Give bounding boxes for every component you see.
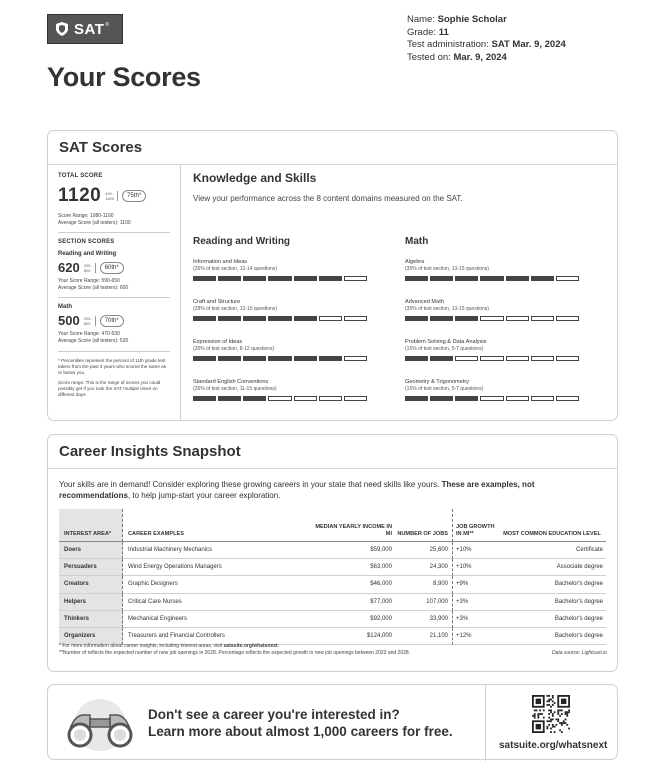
income-cell: $92,000 — [311, 611, 396, 628]
scale-top: 200- — [83, 262, 92, 268]
total-score-label: TOTAL SCORE — [58, 173, 103, 179]
education-cell: Certificate — [501, 542, 606, 559]
interest-area-cell: Thinkers — [59, 611, 123, 628]
interest-area-cell: Organizers — [59, 628, 123, 645]
header-interest-area: INTEREST AREA* — [59, 509, 123, 542]
banner-url-link[interactable]: satsuite.org/whatsnext — [499, 740, 608, 751]
total-average: Average Score (all testers): 1100 — [58, 219, 131, 226]
student-info — [407, 14, 566, 64]
performance-bar — [193, 356, 367, 361]
performance-segment — [430, 396, 453, 401]
performance-segment — [531, 396, 554, 401]
performance-segment — [268, 396, 291, 401]
domain-name: Craft and Structure — [193, 299, 241, 305]
total-score-row — [58, 185, 180, 207]
student-name-row — [407, 14, 566, 27]
grade-label: Grade: — [407, 26, 437, 38]
career-example-cell: Graphic Designers — [123, 576, 311, 593]
career-example-cell: Treasurers and Financial Controllers — [123, 628, 311, 645]
tested-label: Tested on: — [407, 51, 451, 63]
performance-bar — [405, 276, 579, 281]
performance-segment — [243, 356, 266, 361]
table-row — [59, 542, 606, 559]
domain-weight: (20% of test section, 8-12 questions) — [193, 346, 275, 352]
footnote-1-text: * For more information about career insights, including interest areas, visit — [59, 643, 224, 649]
performance-segment — [294, 396, 317, 401]
footnote-2: **Number of reflects the expected number of new job openings in 2028. Percentage reflects the expected growth in new job openings between 2023 and 2028. — [59, 650, 411, 656]
performance-segment — [319, 396, 342, 401]
rw-domain-list — [193, 259, 367, 407]
performance-bar — [193, 276, 367, 281]
data-source: Data source: Lightcast.io — [551, 650, 607, 656]
math-domains-title: Math — [405, 236, 429, 247]
domain-name: Problem Solving & Data Analysis — [405, 339, 487, 345]
domain-name: Standard English Conventions — [193, 379, 269, 385]
footnote-1-end: . — [277, 643, 280, 649]
sat-logo — [47, 14, 123, 44]
domain-item — [405, 299, 579, 327]
income-cell: $59,000 — [311, 542, 396, 559]
header-jobs: NUMBER OF JOBS — [396, 509, 453, 542]
career-example-cell: Critical Care Nurses — [123, 594, 311, 611]
knowledge-skills-title: Knowledge and Skills — [193, 171, 317, 185]
admin-label: Test administration: — [407, 39, 489, 51]
section-scale-math — [84, 316, 96, 326]
performance-segment — [556, 316, 579, 321]
header-growth: JOB GROWTH IN MI** — [453, 509, 501, 542]
performance-segment — [531, 316, 554, 321]
career-example-cell: Wind Energy Operations Managers — [123, 559, 311, 576]
domain-item — [193, 259, 367, 287]
sat-scores-card — [47, 130, 618, 421]
performance-segment — [218, 276, 241, 281]
domain-weight: (28% of test section, 13-15 questions) — [193, 306, 277, 312]
performance-segment — [294, 356, 317, 361]
banner-line-1: Don't see a career you're interested in? — [148, 707, 400, 722]
performance-segment — [268, 356, 291, 361]
education-cell: Associate degree — [501, 559, 606, 576]
intro-tail: , to help jump-start your career exploration. — [127, 491, 281, 500]
tested-on: Mar. 9, 2024 — [453, 51, 507, 63]
student-grade-row — [407, 27, 566, 40]
section-score-rw: 620 — [58, 260, 80, 276]
section-range-math: Your Score Range: 470-530 — [58, 331, 120, 338]
intro-text: Your skills are in demand! Consider exploring these growing careers in your state that need skills like yours. — [59, 480, 442, 489]
career-insights-heading: Career Insights Snapshot — [48, 435, 617, 469]
growth-cell: +9% — [453, 576, 501, 593]
qr-code-icon[interactable] — [532, 695, 570, 733]
domain-weight: (35% of test section, 13-15 questions) — [405, 306, 489, 312]
intro-bold: These are examples, not recommendations — [59, 480, 535, 500]
performance-segment — [193, 276, 216, 281]
header-income: MEDIAN YEARLY INCOME IN MI — [311, 509, 396, 542]
section-average-rw: Average Score (all testers): 600 — [58, 284, 129, 291]
growth-cell: +3% — [453, 594, 501, 611]
income-cell: $63,000 — [311, 559, 396, 576]
footnote-link[interactable]: satsuite.org/whatsnext — [223, 643, 278, 649]
student-grade: 11 — [438, 26, 449, 38]
performance-segment — [319, 276, 342, 281]
performance-segment — [294, 316, 317, 321]
domain-weight: (35% of test section, 13-15 questions) — [405, 266, 489, 272]
logo-trademark: ® — [105, 22, 110, 28]
rw-domains-title: Reading and Writing — [193, 236, 291, 247]
table-row — [59, 559, 606, 576]
performance-segment — [455, 276, 478, 281]
career-intro — [59, 479, 599, 501]
math-domain-list — [405, 259, 579, 407]
domain-weight: (26% of test section, 11-15 questions) — [193, 386, 277, 392]
performance-segment — [480, 356, 503, 361]
scale-top: 400- — [105, 191, 114, 196]
table-row — [59, 611, 606, 628]
page-title: Your Scores — [47, 62, 201, 92]
domain-name: Algebra — [405, 259, 425, 265]
section-score-row-math — [58, 313, 180, 328]
section-name-rw: Reading and Writing — [58, 251, 117, 258]
performance-segment — [430, 276, 453, 281]
scale-top: 200- — [83, 315, 92, 321]
section-scores-label: SECTION SCORES — [58, 239, 115, 246]
percentile-note: * Percentiles represent the percent of 11th grade test takers from the past 3 years who scored the same as or below you. — [58, 357, 167, 375]
domain-item — [405, 339, 579, 367]
banner-divider — [485, 685, 486, 761]
header-education: MOST COMMON EDUCATION LEVEL — [501, 509, 606, 542]
performance-segment — [430, 316, 453, 321]
divider — [58, 297, 170, 298]
income-cell: $77,000 — [311, 594, 396, 611]
domain-item — [405, 259, 579, 287]
section-score-row-rw — [58, 260, 180, 275]
growth-cell: +3% — [453, 611, 501, 628]
jobs-cell: 8,900 — [396, 576, 453, 593]
performance-segment — [405, 396, 428, 401]
jobs-cell: 21,100 — [396, 628, 453, 645]
careers-banner — [47, 684, 618, 760]
interest-area-cell: Doers — [59, 542, 123, 559]
career-rows — [59, 542, 606, 645]
knowledge-skills-subtitle: View your performance across the 8 content domains measured on the SAT. — [193, 194, 463, 203]
domain-item — [193, 379, 367, 407]
performance-segment — [455, 356, 478, 361]
income-cell: $46,000 — [311, 576, 396, 593]
education-cell: Bachelor's degree — [501, 594, 606, 611]
performance-segment — [294, 276, 317, 281]
career-table — [59, 509, 606, 645]
performance-segment — [243, 396, 266, 401]
banner-message — [148, 706, 453, 740]
performance-segment — [480, 396, 503, 401]
performance-segment — [344, 316, 367, 321]
name-label: Name: — [407, 14, 435, 25]
career-table-header — [59, 509, 606, 542]
performance-segment — [268, 316, 291, 321]
section-range-rw: Your Score Range: 590-650 — [58, 278, 120, 285]
performance-bar — [405, 316, 579, 321]
score-summary — [48, 165, 181, 420]
domain-name: Expression of Ideas — [193, 339, 243, 345]
section-percentile-math: 70th* — [100, 315, 124, 327]
performance-segment — [430, 356, 453, 361]
performance-segment — [243, 316, 266, 321]
performance-segment — [218, 316, 241, 321]
education-cell: Bachelor's degree — [501, 628, 606, 645]
scale-bottom: 800 — [83, 267, 91, 273]
education-cell: Bachelor's degree — [501, 611, 606, 628]
performance-segment — [480, 276, 503, 281]
domain-weight: (15% of test section, 5-7 questions) — [405, 386, 484, 392]
score-range-note: Score range: This is the range of scores you could possibly get if you took the SAT multiple times on different days. — [58, 379, 161, 397]
performance-segment — [243, 276, 266, 281]
total-score: 1120 — [58, 185, 102, 206]
domain-weight: (26% of test section, 12-14 questions) — [193, 266, 277, 272]
career-example-cell: Mechanical Engineers — [123, 611, 311, 628]
performance-segment — [218, 396, 241, 401]
divider — [58, 351, 170, 352]
performance-segment — [480, 316, 503, 321]
career-example-cell: Industrial Machinery Mechanics — [123, 542, 311, 559]
knowledge-skills — [193, 171, 613, 392]
performance-segment — [506, 276, 529, 281]
test-admin: SAT Mar. 9, 2024 — [491, 39, 566, 51]
section-scale-rw — [84, 263, 96, 273]
performance-segment — [455, 396, 478, 401]
income-cell: $124,000 — [311, 628, 396, 645]
total-score-range: Score Range: 1080-1160 — [58, 213, 114, 219]
growth-cell: +10% — [453, 542, 501, 559]
rw-domains — [193, 236, 367, 419]
total-score-scale — [105, 191, 118, 201]
header-career-examples: CAREER EXAMPLES — [123, 509, 311, 542]
performance-segment — [405, 276, 428, 281]
domain-name: Geometry & Trigonometry — [405, 379, 470, 385]
logo-text: SAT — [74, 20, 105, 38]
scale-bottom: 800 — [83, 320, 91, 326]
domain-item — [193, 339, 367, 367]
test-admin-row — [407, 39, 566, 52]
interest-area-cell: Persuaders — [59, 559, 123, 576]
math-domains — [405, 236, 579, 419]
performance-segment — [218, 356, 241, 361]
jobs-cell: 25,600 — [396, 542, 453, 559]
performance-segment — [405, 356, 428, 361]
performance-segment — [319, 316, 342, 321]
performance-segment — [193, 396, 216, 401]
domain-name: Advanced Math — [405, 299, 444, 305]
performance-segment — [268, 276, 291, 281]
banner-line-2: Learn more about almost 1,000 careers for free. — [148, 724, 453, 739]
performance-segment — [506, 316, 529, 321]
performance-bar — [405, 396, 579, 401]
section-score-math: 500 — [58, 313, 80, 329]
tested-on-row — [407, 52, 566, 65]
performance-segment — [455, 316, 478, 321]
student-name: Sophie Scholar — [437, 14, 507, 25]
sat-scores-heading: SAT Scores — [48, 131, 617, 165]
scale-bottom: 1600 — [105, 196, 115, 201]
section-percentile-rw: 60th* — [100, 262, 124, 274]
performance-segment — [344, 396, 367, 401]
binoculars-icon — [60, 695, 140, 751]
domain-name: Information and Ideas — [193, 259, 248, 265]
shield-icon — [56, 22, 68, 36]
domain-item — [193, 299, 367, 327]
jobs-cell: 33,900 — [396, 611, 453, 628]
section-name-math: Math — [58, 304, 72, 311]
growth-cell: +10% — [453, 559, 501, 576]
performance-bar — [193, 396, 367, 401]
performance-segment — [344, 276, 367, 281]
jobs-cell: 107,000 — [396, 594, 453, 611]
performance-segment — [531, 356, 554, 361]
interest-area-cell: Creators — [59, 576, 123, 593]
footnote-1 — [59, 643, 607, 650]
career-insights-card — [47, 434, 618, 672]
career-footnotes — [59, 643, 607, 657]
performance-bar — [193, 316, 367, 321]
performance-segment — [556, 356, 579, 361]
performance-segment — [556, 396, 579, 401]
domain-item — [405, 379, 579, 407]
performance-segment — [506, 396, 529, 401]
divider — [58, 232, 170, 233]
performance-segment — [531, 276, 554, 281]
performance-segment — [193, 316, 216, 321]
performance-segment — [506, 356, 529, 361]
total-percentile-badge: 75th* — [122, 190, 146, 202]
jobs-cell: 24,300 — [396, 559, 453, 576]
table-row — [59, 576, 606, 593]
growth-cell: +12% — [453, 628, 501, 645]
section-average-math: Average Score (all testers): 530 — [58, 337, 129, 344]
table-row — [59, 594, 606, 611]
performance-segment — [556, 276, 579, 281]
performance-segment — [405, 316, 428, 321]
performance-segment — [319, 356, 342, 361]
interest-area-cell: Helpers — [59, 594, 123, 611]
performance-bar — [405, 356, 579, 361]
domain-weight: (15% of test section, 5-7 questions) — [405, 346, 484, 352]
performance-segment — [193, 356, 216, 361]
performance-segment — [344, 356, 367, 361]
education-cell: Bachelor's degree — [501, 576, 606, 593]
